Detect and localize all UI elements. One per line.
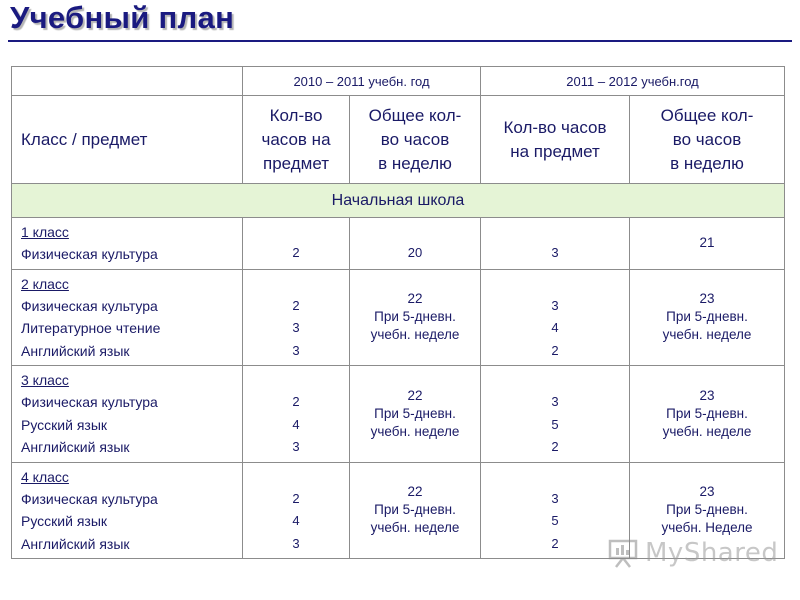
hours-value: 3 bbox=[551, 297, 559, 313]
section-row bbox=[12, 184, 785, 218]
total-note: При 5-дневн. bbox=[666, 309, 748, 325]
hours-2011-cell bbox=[481, 366, 630, 463]
hours-value: 2 bbox=[292, 244, 300, 260]
title-underline bbox=[8, 40, 792, 42]
hours-2010-cell bbox=[243, 366, 350, 463]
grade-subjects-cell bbox=[12, 218, 243, 270]
hours-value: 5 bbox=[551, 513, 559, 528]
header-line: предмет bbox=[262, 153, 330, 173]
total-value: 23 bbox=[699, 291, 715, 307]
hours-value: 2 bbox=[292, 394, 300, 409]
subject-name: Физическая культура bbox=[21, 490, 158, 507]
hours-value: 3 bbox=[292, 320, 300, 335]
header-line: Общее кол- bbox=[368, 105, 462, 125]
hours-value: 2 bbox=[292, 490, 300, 506]
column-header-row bbox=[12, 96, 785, 184]
total-2010-cell bbox=[350, 462, 481, 559]
grade-name: 3 класс bbox=[21, 372, 69, 388]
total-2011-column-header bbox=[630, 96, 785, 184]
subject-name: Английский язык bbox=[21, 342, 130, 359]
year-header-row bbox=[12, 67, 785, 96]
empty-corner-cell bbox=[12, 67, 243, 96]
total-2011-cell bbox=[630, 218, 785, 270]
subject-column-header bbox=[12, 96, 243, 184]
presentation-board-icon bbox=[607, 538, 641, 568]
subject-name: Английский язык bbox=[21, 535, 130, 552]
year-2010-header: 2010 – 2011 учебн. год bbox=[243, 67, 481, 96]
table-row bbox=[12, 366, 785, 463]
grade-subjects-cell bbox=[12, 462, 243, 559]
hours-value: 5 bbox=[551, 416, 559, 432]
header-line: в неделю bbox=[670, 153, 744, 173]
total-value: 23 bbox=[699, 484, 715, 500]
hours-value: 3 bbox=[551, 244, 559, 260]
hours-value: 3 bbox=[551, 490, 559, 506]
subject-name: Физическая культура bbox=[21, 297, 158, 314]
grade-name: 2 класс bbox=[21, 275, 69, 292]
hours-2011-cell bbox=[481, 269, 630, 366]
header-line: Класс / предмет bbox=[21, 129, 148, 149]
hours-value: 2 bbox=[292, 297, 300, 313]
total-value: 22 bbox=[407, 387, 423, 403]
hours-value: 2 bbox=[551, 439, 559, 454]
total-2011-cell bbox=[630, 366, 785, 463]
page-title: Учебный план bbox=[10, 0, 235, 35]
total-note: При 5-дневн. bbox=[374, 502, 456, 518]
hours-value: 3 bbox=[292, 535, 300, 551]
total-value: 21 bbox=[699, 235, 715, 251]
watermark-text: MyShared bbox=[645, 538, 779, 568]
total-note: учебн. неделе bbox=[662, 327, 752, 343]
hours-2010-cell bbox=[243, 462, 350, 559]
subject-name: Физическая культура bbox=[21, 394, 158, 410]
total-value: 20 bbox=[407, 244, 423, 260]
grade-subjects-cell bbox=[12, 366, 243, 463]
header-line: в неделю bbox=[378, 153, 452, 173]
subject-name: Русский язык bbox=[21, 513, 108, 529]
subject-name: Физическая культура bbox=[21, 246, 158, 262]
subject-name: Английский язык bbox=[21, 439, 130, 455]
total-note: При 5-дневн. bbox=[374, 405, 456, 421]
hours-value: 4 bbox=[551, 320, 559, 335]
total-note: При 5-дневн. bbox=[374, 309, 456, 325]
total-note: учебн. неделе bbox=[370, 423, 460, 439]
total-note: учебн. Неделе bbox=[661, 520, 753, 536]
hours-value: 2 bbox=[551, 535, 559, 551]
hours-2010-cell bbox=[243, 269, 350, 366]
header-line: часов на bbox=[261, 129, 331, 149]
header-line: на предмет bbox=[510, 141, 600, 161]
header-line: Общее кол- bbox=[660, 105, 754, 125]
table-row bbox=[12, 269, 785, 366]
total-value: 23 bbox=[699, 387, 715, 403]
hours-value: 2 bbox=[551, 342, 559, 358]
total-note: При 5-дневн. bbox=[666, 405, 748, 421]
total-note: учебн. неделе bbox=[370, 520, 460, 536]
subject-name: Литературное чтение bbox=[21, 320, 161, 336]
header-line: Кол-во часов bbox=[503, 117, 607, 137]
total-note: учебн. неделе bbox=[662, 423, 752, 439]
total-value: 22 bbox=[407, 291, 423, 307]
curriculum-table bbox=[11, 66, 785, 559]
grade-subjects-cell bbox=[12, 269, 243, 366]
subject-name: Русский язык bbox=[21, 416, 108, 433]
hours-value: 3 bbox=[292, 342, 300, 358]
hours-2010-column-header bbox=[243, 96, 350, 184]
total-note: При 5-дневн. bbox=[666, 502, 748, 518]
total-2010-cell bbox=[350, 366, 481, 463]
header-line: Кол-во bbox=[269, 105, 323, 125]
hours-value: 3 bbox=[551, 394, 559, 409]
total-2011-cell bbox=[630, 269, 785, 366]
total-value: 22 bbox=[407, 484, 423, 500]
section-title: Начальная школа bbox=[12, 184, 785, 218]
total-2010-column-header bbox=[350, 96, 481, 184]
hours-value: 3 bbox=[292, 439, 300, 454]
grade-name: 4 класс bbox=[21, 468, 69, 485]
hours-value: 4 bbox=[292, 416, 300, 432]
total-2010-cell bbox=[350, 269, 481, 366]
header-line: во часов bbox=[672, 129, 742, 149]
hours-2011-cell bbox=[481, 218, 630, 270]
table-row bbox=[12, 218, 785, 270]
hours-2011-column-header bbox=[481, 96, 630, 184]
header-line: во часов bbox=[380, 129, 450, 149]
hours-2010-cell bbox=[243, 218, 350, 270]
grade-name: 1 класс bbox=[21, 224, 69, 240]
total-2010-cell bbox=[350, 218, 481, 270]
hours-value: 4 bbox=[292, 513, 300, 528]
total-note: учебн. неделе bbox=[370, 327, 460, 343]
watermark bbox=[607, 538, 778, 568]
year-2011-header: 2011 – 2012 учебн.год bbox=[481, 67, 785, 96]
